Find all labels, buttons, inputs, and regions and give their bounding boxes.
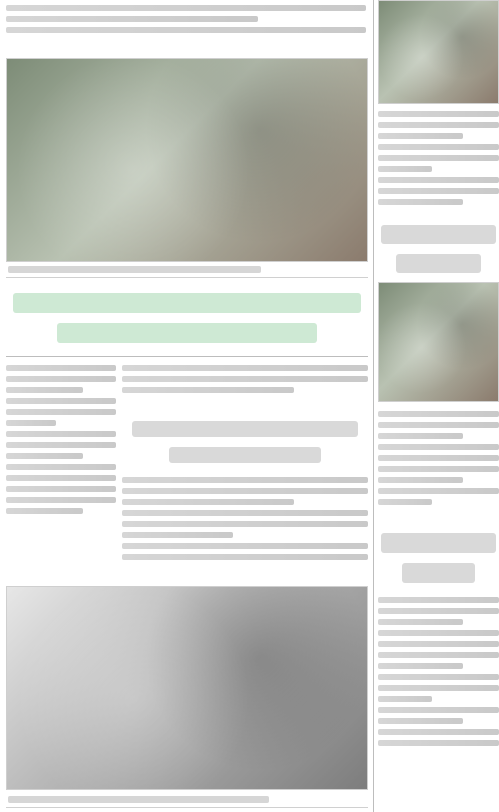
right-rail [378, 0, 499, 812]
section-rule [6, 356, 368, 357]
right-rail-photo-1 [378, 0, 499, 104]
main-photo-caption [6, 262, 368, 278]
right-rail-story-1 [378, 106, 499, 216]
right-rail-story-2 [378, 406, 499, 524]
lower-middle-story [122, 472, 368, 582]
lower-middle-top-text [122, 360, 368, 412]
bottom-photo [6, 586, 368, 790]
right-rail-headline-2 [378, 220, 499, 278]
right-rail-headline-3 [378, 528, 499, 588]
right-rail-story-3 [378, 592, 499, 808]
top-story-text [6, 0, 366, 56]
shahid-headline [122, 416, 368, 468]
bottom-photo-caption [6, 792, 368, 808]
lower-left-story [6, 360, 116, 580]
right-rail-photo-2 [378, 282, 499, 402]
main-photo [6, 58, 368, 262]
green-headline [6, 286, 368, 350]
column-divider [373, 0, 374, 812]
